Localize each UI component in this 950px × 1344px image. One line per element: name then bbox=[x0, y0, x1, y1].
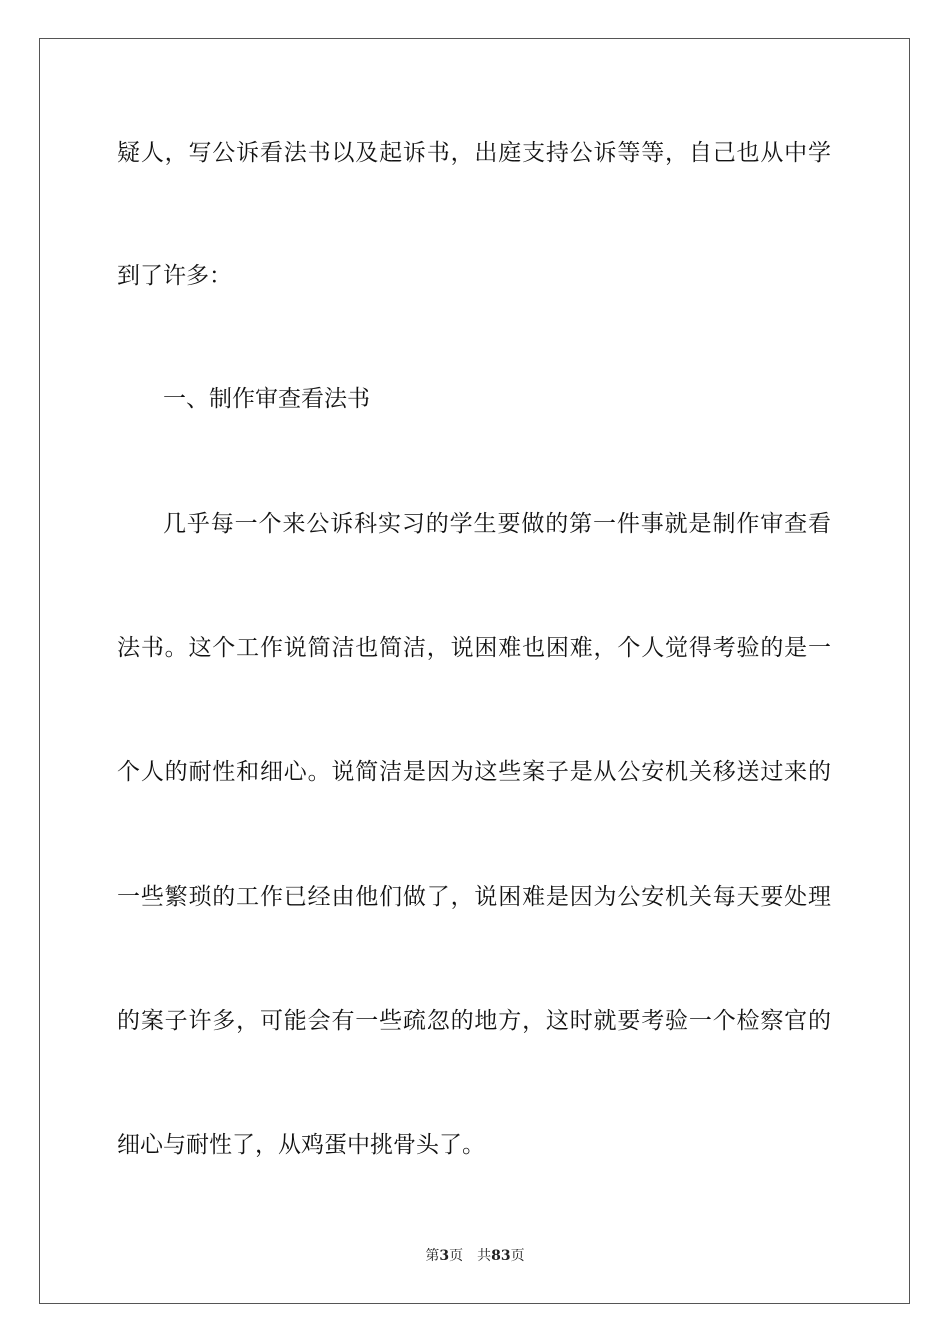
section-heading: 一、制作审查看法书 bbox=[163, 386, 370, 412]
body-text-line: 法书。这个工作说简洁也简洁，说困难也困难，个人觉得考验的是一 bbox=[117, 635, 831, 661]
body-text-line: 疑人，写公诉看法书以及起诉书，出庭支持公诉等等，自己也从中学 bbox=[117, 140, 831, 166]
total-suffix: 页 bbox=[510, 1248, 525, 1264]
paragraph-first-line: 几乎每一个来公诉科实习的学生要做的第一件事就是制作审查看 bbox=[163, 511, 831, 537]
total-pages: 83 bbox=[491, 1248, 511, 1264]
total-prefix: 共 bbox=[477, 1248, 492, 1264]
page-footer bbox=[0, 1247, 950, 1265]
body-text-line: 个人的耐性和细心。说简洁是因为这些案子是从公安机关移送过来的 bbox=[117, 759, 831, 785]
page-prefix: 第 bbox=[425, 1248, 440, 1264]
body-text-line: 一些繁琐的工作已经由他们做了，说困难是因为公安机关每天要处理 bbox=[117, 884, 831, 910]
body-text-line: 的案子许多，可能会有一些疏忽的地方，这时就要考验一个检察官的 bbox=[117, 1008, 831, 1034]
page-suffix: 页 bbox=[449, 1248, 464, 1264]
body-text-line: 到了许多： bbox=[117, 263, 232, 289]
body-text-line: 细心与耐性了，从鸡蛋中挑骨头了。 bbox=[117, 1132, 485, 1158]
page-number: 3 bbox=[439, 1248, 450, 1264]
page-border bbox=[39, 38, 910, 1304]
